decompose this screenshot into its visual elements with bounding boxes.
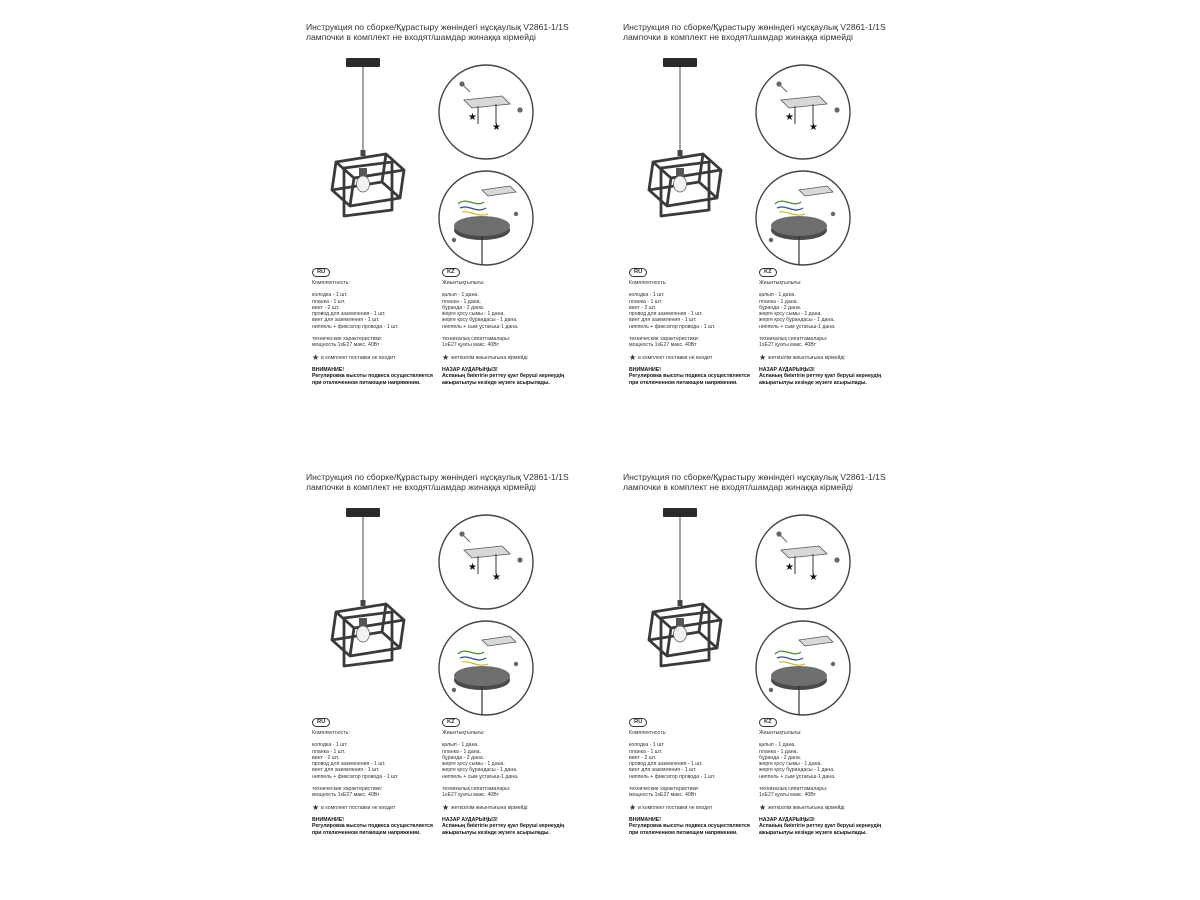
kz-items [442, 742, 592, 780]
kz-warning-line: Аспаның биіктігін реттеу қуат беруші кернеудің [759, 373, 882, 380]
ru-note [629, 352, 759, 362]
star-icon: ★ [785, 562, 794, 573]
star-icon: ★ [629, 802, 637, 812]
star-icon: ★ [312, 802, 320, 812]
screw-icon [834, 107, 839, 112]
lamp-socket [676, 168, 684, 176]
star-icon: ★ [759, 802, 767, 812]
ru-badge: RU [629, 718, 647, 727]
title-line-2: лампочки в комплект не входят/шамдар жинаққа кірмейді [306, 32, 536, 42]
ceiling-canopy [346, 58, 380, 67]
ru-heading: Комплектность: [629, 730, 667, 736]
ceiling-canopy [346, 508, 380, 517]
ru-item: провод для заземления - 1 шт. [629, 761, 703, 768]
star-icon: ★ [809, 122, 818, 133]
kz-warning-line: Аспаның биіктігін реттеу қуат беруші кернеудің [442, 373, 565, 380]
kz-item: жерге қосу сымы - 1 дана. [442, 311, 505, 318]
ru-item: винт для заземления - 1 шт. [312, 767, 380, 774]
mounting-plate-detail [753, 512, 853, 612]
ru-item: колодка - 1 шт. [312, 742, 348, 749]
kz-specs [759, 786, 909, 799]
kz-spec-title: техникалық сипаттамалары: [759, 786, 828, 793]
ru-note-text: в комплект поставки не входит [321, 804, 396, 811]
ru-warning-title: ВНИМАНИЕ! [629, 366, 661, 373]
kz-column [442, 268, 592, 386]
sheet-title [306, 472, 569, 492]
kz-heading: Жиынтықтылығы: [442, 730, 485, 736]
kz-heading: Жиынтықтылығы: [759, 280, 802, 286]
kz-badge: KZ [442, 268, 460, 277]
kz-item: жерге қосу бұрандасы - 1 дана. [759, 767, 835, 774]
pendant-lamp-illustration [322, 58, 432, 268]
ru-badge: RU [629, 268, 647, 277]
kz-spec-title: техникалық сипаттамалары: [442, 786, 511, 793]
kz-warning-title: НАЗАР АУДАРЫҢЫЗ! [759, 816, 815, 823]
screw-icon [514, 212, 518, 216]
ru-items [629, 292, 759, 330]
kz-item: ниппель + сым ұстағыш-1 дана. [759, 773, 836, 780]
ru-warning-line: Регулировка высоты подвеса осуществляется [629, 373, 750, 380]
kz-warning-line: ажыратылуы кезінде жүзеге асырылады. [442, 379, 550, 386]
kz-item: жерге қосу бұрандасы - 1 дана. [442, 317, 518, 324]
ru-warning-title: ВНИМАНИЕ! [312, 816, 344, 823]
ru-item: колодка - 1 шт. [312, 292, 348, 299]
light-bulb [357, 176, 370, 192]
ceiling-canopy [663, 58, 697, 67]
pendant-lamp-illustration [322, 508, 432, 718]
kz-items [759, 742, 909, 780]
kz-warning-title: НАЗАР АУДАРЫҢЫЗ! [442, 816, 498, 823]
kz-warning-line: Аспаның биіктігін реттеу қуат беруші кернеудің [759, 823, 882, 830]
ru-spec-value: мощность 1хЕ27 макс. 40Вт [629, 792, 697, 799]
light-bulb [357, 626, 370, 642]
kz-badge: KZ [759, 268, 777, 277]
kz-spec-value: 1хЕ27 қуаты макс. 40Вт [442, 342, 499, 349]
kz-note [759, 802, 909, 812]
instruction-sheet [623, 472, 923, 892]
kz-item: жерге қосу сымы - 1 дана. [759, 761, 822, 768]
title-line-1: Инструкция по сборке/Құрастыру жөніндегі нұсқаулық V2861-1/1S [306, 472, 569, 482]
ru-items [312, 742, 442, 780]
kz-item: жерге қосу сымы - 1 дана. [442, 761, 505, 768]
ru-column [312, 268, 442, 386]
kz-item: бұранда - 2 дана. [759, 754, 802, 761]
kz-note-text: жеткізілім жиынтығына кірмейді [451, 354, 528, 361]
kz-item: жерге қосу бұрандасы - 1 дана. [442, 767, 518, 774]
kz-warning-line: ажыратылуы кезінде жүзеге асырылады. [759, 379, 867, 386]
star-icon: ★ [492, 122, 501, 133]
ru-items [629, 742, 759, 780]
ru-item: винт - 2 шт. [629, 304, 657, 311]
ru-spec-title: технические характеристики: [629, 786, 700, 793]
sheet-title [623, 22, 886, 42]
kz-heading: Жиынтықтылығы: [759, 730, 802, 736]
pendant-lamp-illustration [639, 58, 749, 268]
kz-warning-line: Аспаның биіктігін реттеу қуат беруші кернеудің [442, 823, 565, 830]
title-line-1: Инструкция по сборке/Құрастыру жөніндегі нұсқаулық V2861-1/1S [306, 22, 569, 32]
screw-icon [514, 662, 518, 666]
star-icon: ★ [785, 112, 794, 123]
ru-item: провод для заземления - 1 шт. [312, 311, 386, 318]
ru-item: планка - 1 шт. [629, 298, 663, 305]
kz-item: планка - 1 дана. [759, 298, 798, 305]
kz-badge: KZ [759, 718, 777, 727]
ru-note-text: в комплект поставки не входит [638, 354, 713, 361]
mounting-plate-detail [753, 62, 853, 162]
screw-icon [517, 107, 522, 112]
ru-item: ниппель + фиксатор провода - 1 шт. [312, 323, 399, 330]
star-icon: ★ [468, 562, 477, 573]
kz-note-text: жеткізілім жиынтығына кірмейді [768, 804, 845, 811]
ru-spec-value: мощность 1хЕ27 макс. 40Вт [312, 792, 380, 799]
kz-column [759, 718, 909, 836]
kz-note [442, 802, 592, 812]
ru-item: ниппель + фиксатор провода - 1 шт. [312, 773, 399, 780]
kz-spec-title: техникалық сипаттамалары: [442, 336, 511, 343]
ru-heading: Комплектность: [312, 730, 350, 736]
kz-spec-value: 1хЕ27 қуаты макс. 40Вт [759, 342, 816, 349]
kz-warning-line: ажыратылуы кезінде жүзеге асырылады. [759, 829, 867, 836]
screw-icon [831, 662, 835, 666]
ru-item: провод для заземления - 1 шт. [312, 761, 386, 768]
kz-item: планка - 1 дана. [442, 298, 481, 305]
ru-item: винт - 2 шт. [312, 754, 340, 761]
kz-item: ниппель + сым ұстағыш-1 дана. [759, 323, 836, 330]
kz-item: жерге қосу сымы - 1 дана. [759, 311, 822, 318]
kz-warning-title: НАЗАР АУДАРЫҢЫЗ! [759, 366, 815, 373]
kz-heading: Жиынтықтылығы: [442, 280, 485, 286]
kz-specs [442, 336, 592, 349]
sheet-title [623, 472, 886, 492]
kz-warning-title: НАЗАР АУДАРЫҢЫЗ! [442, 366, 498, 373]
kz-warning-line: ажыратылуы кезінде жүзеге асырылады. [442, 829, 550, 836]
ru-warning-title: ВНИМАНИЕ! [312, 366, 344, 373]
ru-items [312, 292, 442, 330]
ceiling-canopy [663, 508, 697, 517]
ru-spec-title: технические характеристики: [312, 336, 383, 343]
ru-note [629, 802, 759, 812]
screw-icon [769, 238, 773, 242]
star-icon: ★ [468, 112, 477, 123]
ru-warning-line: при отключенном питающем напряжении. [629, 829, 738, 836]
ru-specs [629, 336, 759, 349]
kz-item: қалып - 1 дана. [759, 292, 796, 299]
screw-icon [517, 557, 522, 562]
kz-specs [759, 336, 909, 349]
ru-item: планка - 1 шт. [629, 748, 663, 755]
kz-badge: KZ [442, 718, 460, 727]
kz-note [442, 352, 592, 362]
ru-spec-value: мощность 1хЕ27 макс. 40Вт [312, 342, 380, 349]
screw-icon [834, 557, 839, 562]
cord-clamp [361, 600, 366, 606]
light-bulb [674, 176, 687, 192]
kz-item: ниппель + сым ұстағыш-1 дана. [442, 773, 519, 780]
kz-item: ниппель + сым ұстағыш-1 дана. [442, 323, 519, 330]
star-icon: ★ [492, 572, 501, 583]
ru-badge: RU [312, 268, 330, 277]
ru-item: ниппель + фиксатор провода - 1 шт. [629, 773, 716, 780]
kz-note [759, 352, 909, 362]
star-icon: ★ [442, 802, 450, 812]
lamp-socket [359, 168, 367, 176]
kz-spec-value: 1хЕ27 қуаты макс. 40Вт [442, 792, 499, 799]
ru-item: винт для заземления - 1 шт. [629, 317, 697, 324]
kz-specs [442, 786, 592, 799]
ru-note-text: в комплект поставки не входит [638, 804, 713, 811]
ru-spec-value: мощность 1хЕ27 макс. 40Вт [629, 342, 697, 349]
kz-items [442, 292, 592, 330]
kz-item: қалып - 1 дана. [442, 292, 479, 299]
wiring-detail [753, 168, 853, 268]
light-bulb [674, 626, 687, 642]
ru-item: винт - 2 шт. [312, 304, 340, 311]
ru-item: колодка - 1 шт. [629, 292, 665, 299]
ru-specs [312, 336, 442, 349]
ru-item: планка - 1 шт. [312, 298, 346, 305]
wiring-detail [753, 618, 853, 718]
ru-warning-line: при отключенном питающем напряжении. [629, 379, 738, 386]
ru-item: винт для заземления - 1 шт. [629, 767, 697, 774]
ru-note-text: в комплект поставки не входит [321, 354, 396, 361]
ru-specs [312, 786, 442, 799]
screw-icon [452, 238, 456, 242]
cord-clamp [361, 150, 366, 156]
ru-note [312, 802, 442, 812]
kz-column [442, 718, 592, 836]
kz-spec-title: техникалық сипаттамалары: [759, 336, 828, 343]
screw-icon [452, 688, 456, 692]
kz-items [759, 292, 909, 330]
ru-warning-line: при отключенном питающем напряжении. [312, 829, 421, 836]
title-line-2: лампочки в комплект не входят/шамдар жинаққа кірмейді [623, 32, 853, 42]
cord-clamp [678, 600, 683, 606]
ru-item: планка - 1 шт. [312, 748, 346, 755]
ru-warning-line: Регулировка высоты подвеса осуществляется [312, 373, 433, 380]
lamp-socket [359, 618, 367, 626]
instruction-sheet [306, 472, 606, 892]
ru-item: винт - 2 шт. [629, 754, 657, 761]
ru-badge: RU [312, 718, 330, 727]
ru-warning-line: Регулировка высоты подвеса осуществляется [629, 823, 750, 830]
kz-item: бұранда - 2 дана. [442, 304, 485, 311]
ru-specs [629, 786, 759, 799]
ru-item: ниппель + фиксатор провода - 1 шт. [629, 323, 716, 330]
kz-note-text: жеткізілім жиынтығына кірмейді [451, 804, 528, 811]
ru-warning-title: ВНИМАНИЕ! [629, 816, 661, 823]
sheet-title [306, 22, 569, 42]
pendant-lamp-illustration [639, 508, 749, 718]
kz-item: бұранда - 2 дана. [442, 754, 485, 761]
title-line-1: Инструкция по сборке/Құрастыру жөніндегі нұсқаулық V2861-1/1S [623, 22, 886, 32]
instruction-sheet [306, 22, 606, 442]
star-icon: ★ [442, 352, 450, 362]
ru-item: винт для заземления - 1 шт. [312, 317, 380, 324]
mounting-plate-detail [436, 62, 536, 162]
wiring-detail [436, 168, 536, 268]
kz-item: қалып - 1 дана. [442, 742, 479, 749]
ru-heading: Комплектность: [312, 280, 350, 286]
kz-item: қалып - 1 дана. [759, 742, 796, 749]
ru-warning-line: Регулировка высоты подвеса осуществляется [312, 823, 433, 830]
instruction-sheet [623, 22, 923, 442]
ru-column [629, 268, 759, 386]
ru-note [312, 352, 442, 362]
kz-item: бұранда - 2 дана. [759, 304, 802, 311]
ru-column [312, 718, 442, 836]
kz-spec-value: 1хЕ27 қуаты макс. 40Вт [759, 792, 816, 799]
ru-item: провод для заземления - 1 шт. [629, 311, 703, 318]
kz-item: планка - 1 дана. [442, 748, 481, 755]
star-icon: ★ [759, 352, 767, 362]
screw-icon [831, 212, 835, 216]
star-icon: ★ [312, 352, 320, 362]
title-line-2: лампочки в комплект не входят/шамдар жинаққа кірмейді [306, 482, 536, 492]
ru-warning-line: при отключенном питающем напряжении. [312, 379, 421, 386]
mounting-plate-detail [436, 512, 536, 612]
ru-item: колодка - 1 шт. [629, 742, 665, 749]
kz-item: жерге қосу бұрандасы - 1 дана. [759, 317, 835, 324]
screw-icon [769, 688, 773, 692]
title-line-2: лампочки в комплект не входят/шамдар жинаққа кірмейді [623, 482, 853, 492]
wiring-detail [436, 618, 536, 718]
cord-clamp [678, 150, 683, 156]
kz-column [759, 268, 909, 386]
ru-column [629, 718, 759, 836]
ru-heading: Комплектность: [629, 280, 667, 286]
ru-spec-title: технические характеристики: [629, 336, 700, 343]
kz-note-text: жеткізілім жиынтығына кірмейді [768, 354, 845, 361]
title-line-1: Инструкция по сборке/Құрастыру жөніндегі нұсқаулық V2861-1/1S [623, 472, 886, 482]
kz-item: планка - 1 дана. [759, 748, 798, 755]
lamp-socket [676, 618, 684, 626]
ru-spec-title: технические характеристики: [312, 786, 383, 793]
star-icon: ★ [809, 572, 818, 583]
star-icon: ★ [629, 352, 637, 362]
